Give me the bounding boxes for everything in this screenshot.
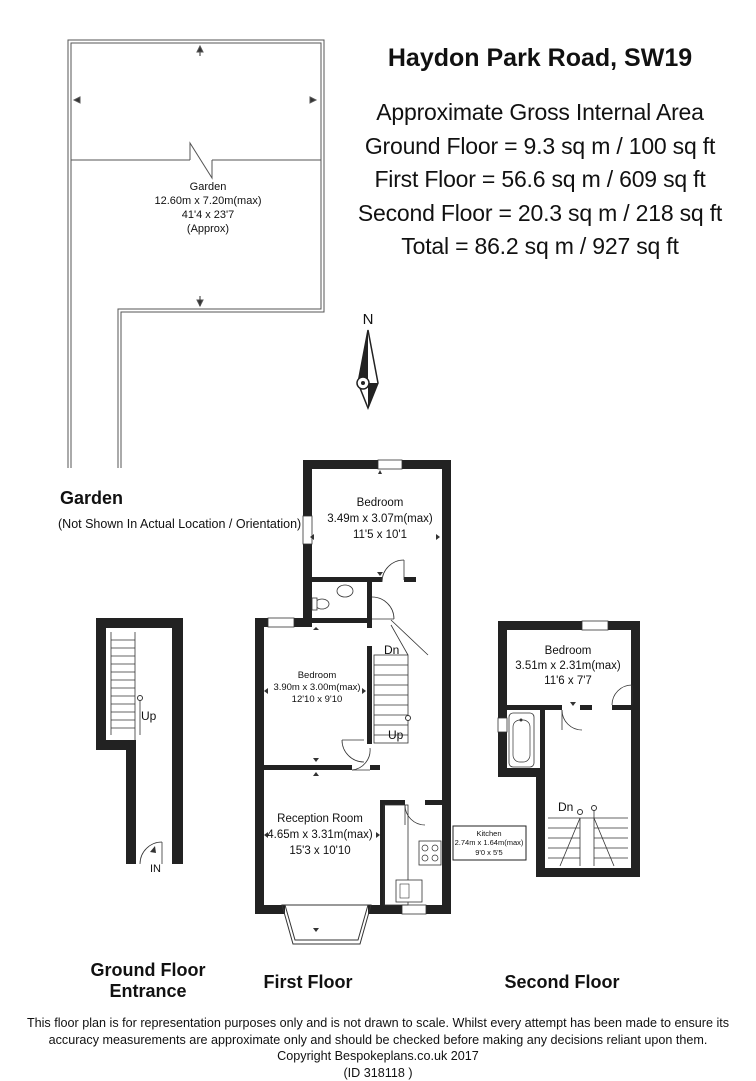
compass-north-label: N [363,311,374,328]
second-floor-label: Second Floor [486,972,638,993]
compass-icon [357,330,378,408]
first-reception-metric: 4.65m x 3.31m(max) [267,829,373,841]
garden-approx: (Approx) [187,223,229,235]
plan-id: (ID 318118 ) [0,1065,756,1081]
property-title: Haydon Park Road, SW19 [330,44,750,73]
first-bedroom-top-name: Bedroom [357,497,404,509]
first-floor-dn-label: Dn [384,643,399,657]
first-reception-name: Reception Room [277,813,363,825]
first-floor-label: First Floor [240,972,376,993]
disclaimer-line-2: accuracy measurements are approximate only and should be checked before making any decisions reliant upon them. [0,1032,756,1049]
ground-floor-up-label: Up [141,709,157,723]
ground-floor-label [70,960,226,1002]
first-bedroom-top-imperial: 11'5 x 10'1 [353,529,407,541]
area-line-first: First Floor = 56.6 sq m / 609 sq ft [350,163,730,197]
first-reception-imperial: 15'3 x 10'10 [289,845,350,857]
garden-outline [68,40,324,468]
ground-floor-in-label: IN [150,863,161,875]
garden-note: (Not Shown In Actual Location / Orientation) [58,517,301,531]
area-heading: Approximate Gross Internal Area [350,96,730,130]
garden-name: Garden [190,181,227,193]
ground-floor-plan [96,618,183,864]
area-line-total: Total = 86.2 sq m / 927 sq ft [350,230,730,264]
garden-dim-metric: 12.60m x 7.20m(max) [155,195,262,207]
disclaimer [0,1015,756,1081]
garden-section-title: Garden [60,488,123,509]
garden-dim-imperial: 41'4 x 23'7 [182,209,235,221]
first-floor-up-label: Up [388,728,404,742]
area-line-ground: Ground Floor = 9.3 sq m / 100 sq ft [350,130,730,164]
area-line-second: Second Floor = 20.3 sq m / 218 sq ft [350,197,730,231]
second-bedroom-name: Bedroom [545,645,592,657]
first-bedroom-mid-name: Bedroom [298,670,337,681]
first-kitchen-name: Kitchen [476,829,501,838]
second-floor-dn-label: Dn [558,800,573,814]
first-kitchen-imperial: 9'0 x 5'5 [475,848,502,857]
ground-floor-label-line2: Entrance [70,981,226,1002]
second-bedroom-imperial: 11'6 x 7'7 [544,675,592,687]
first-kitchen-metric: 2.74m x 1.64m(max) [455,838,524,847]
first-bedroom-top-metric: 3.49m x 3.07m(max) [327,513,433,525]
disclaimer-line-1: This floor plan is for representation purposes only and is not drawn to scale. Whilst every attempt has been made to ensure its [0,1015,756,1032]
ground-floor-label-line1: Ground Floor [70,960,226,981]
first-bedroom-mid-metric: 3.90m x 3.00m(max) [273,682,360,693]
copyright-line: Copyright Bespokeplans.co.uk 2017 [0,1048,756,1065]
first-bedroom-mid-imperial: 12'10 x 9'10 [292,694,343,705]
second-bedroom-metric: 3.51m x 2.31m(max) [515,660,621,672]
